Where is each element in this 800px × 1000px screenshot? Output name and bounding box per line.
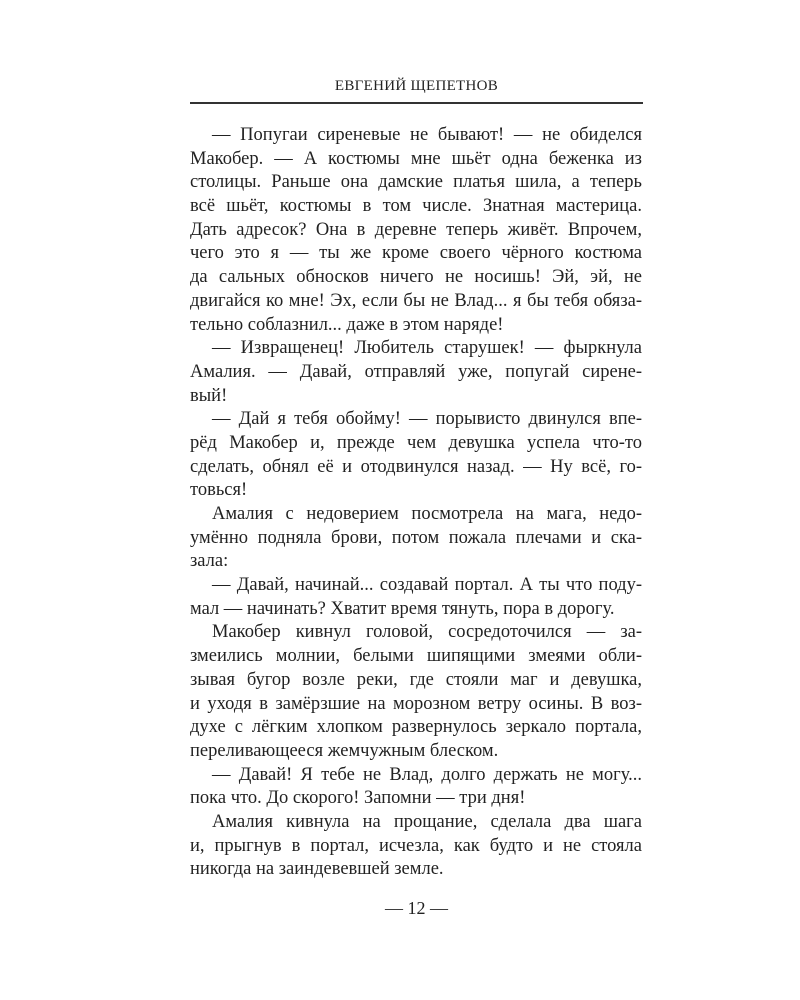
text-line: — Дай я тебя обойму! — порывисто двинулся впе-	[212, 409, 642, 430]
text-line: Макобер кивнул головой, сосредоточился — за-	[212, 622, 642, 643]
text-line: зала:	[190, 551, 229, 572]
text-line: Амалия. — Давай, отправляй уже, попугай сирене-	[190, 361, 642, 382]
text-line: товься!	[190, 480, 248, 501]
text-line: и уходя в замёрзшие на морозном ветру осины. В воз-	[190, 693, 642, 714]
text-line: Амалия кивнула на прощание, сделала два шага	[212, 811, 642, 832]
body-text	[190, 124, 642, 882]
text-line: — Давай, начинай... создавай портал. А ты что поду-	[212, 575, 642, 596]
text-line: вый!	[190, 385, 228, 406]
text-line: Макобер. — А костюмы мне шьёт одна беженка из	[190, 148, 642, 169]
text-line: рёд Макобер и, прежде чем девушка успела что-то	[190, 432, 642, 453]
text-line: и, прыгнув в портал, исчезла, как будто и не стояла	[190, 835, 642, 856]
page-number: — 12 —	[385, 898, 448, 918]
text-line: мал — начинать? Хватит время тянуть, пора в дорогу.	[190, 598, 615, 619]
text-line: умённо подняла брови, потом пожала плечами и ска-	[190, 527, 642, 548]
running-header: ЕВГЕНИЙ ЩЕПЕТНОВ	[334, 78, 499, 94]
text-line: двигайся ко мне! Эх, если бы не Влад... я бы тебя обяза-	[190, 290, 642, 311]
text-line: сделать, обнял её и отодвинулся назад. — Ну всё, го-	[190, 456, 642, 477]
text-line: — Попугаи сиреневые не бывают! — не обиделся	[212, 125, 642, 145]
text-line: столицы. Раньше она дамские платья шила, а теперь	[190, 172, 642, 193]
text-line: духе с лёгким хлопком развернулось зеркало портала,	[190, 717, 642, 738]
text-line: тельно соблазнил... даже в этом наряде!	[190, 314, 504, 335]
text-line: переливающееся жемчужным блеском.	[190, 740, 499, 761]
text-line: зывая бугор возле реки, где стояли маг и девушка,	[190, 669, 642, 690]
text-line: Амалия с недоверием посмотрела на мага, недо-	[212, 504, 642, 524]
text-line: — Давай! Я тебе не Влад, долго держать не могу...	[212, 764, 642, 785]
text-line: змеились молнии, белыми шипящими змеями обли-	[190, 646, 642, 667]
text-line: никогда на заиндевевшей земле.	[190, 859, 444, 880]
text-line: всё шьёт, костюмы в том числе. Знатная мастерица.	[190, 196, 642, 217]
text-line: да сальных обносков ничего не носишь! Эй, эй, не	[190, 267, 642, 288]
text-line: Дать адресок? Она в деревне теперь живёт. Впрочем,	[190, 219, 642, 240]
text-line: чего это я — ты же кроме своего чёрного костюма	[190, 243, 642, 264]
text-line: пока что. До скорого! Запомни — три дня!	[190, 788, 526, 809]
text-line: — Извращенец! Любитель старушек! — фыркнула	[212, 338, 642, 359]
header-rule	[190, 102, 643, 104]
